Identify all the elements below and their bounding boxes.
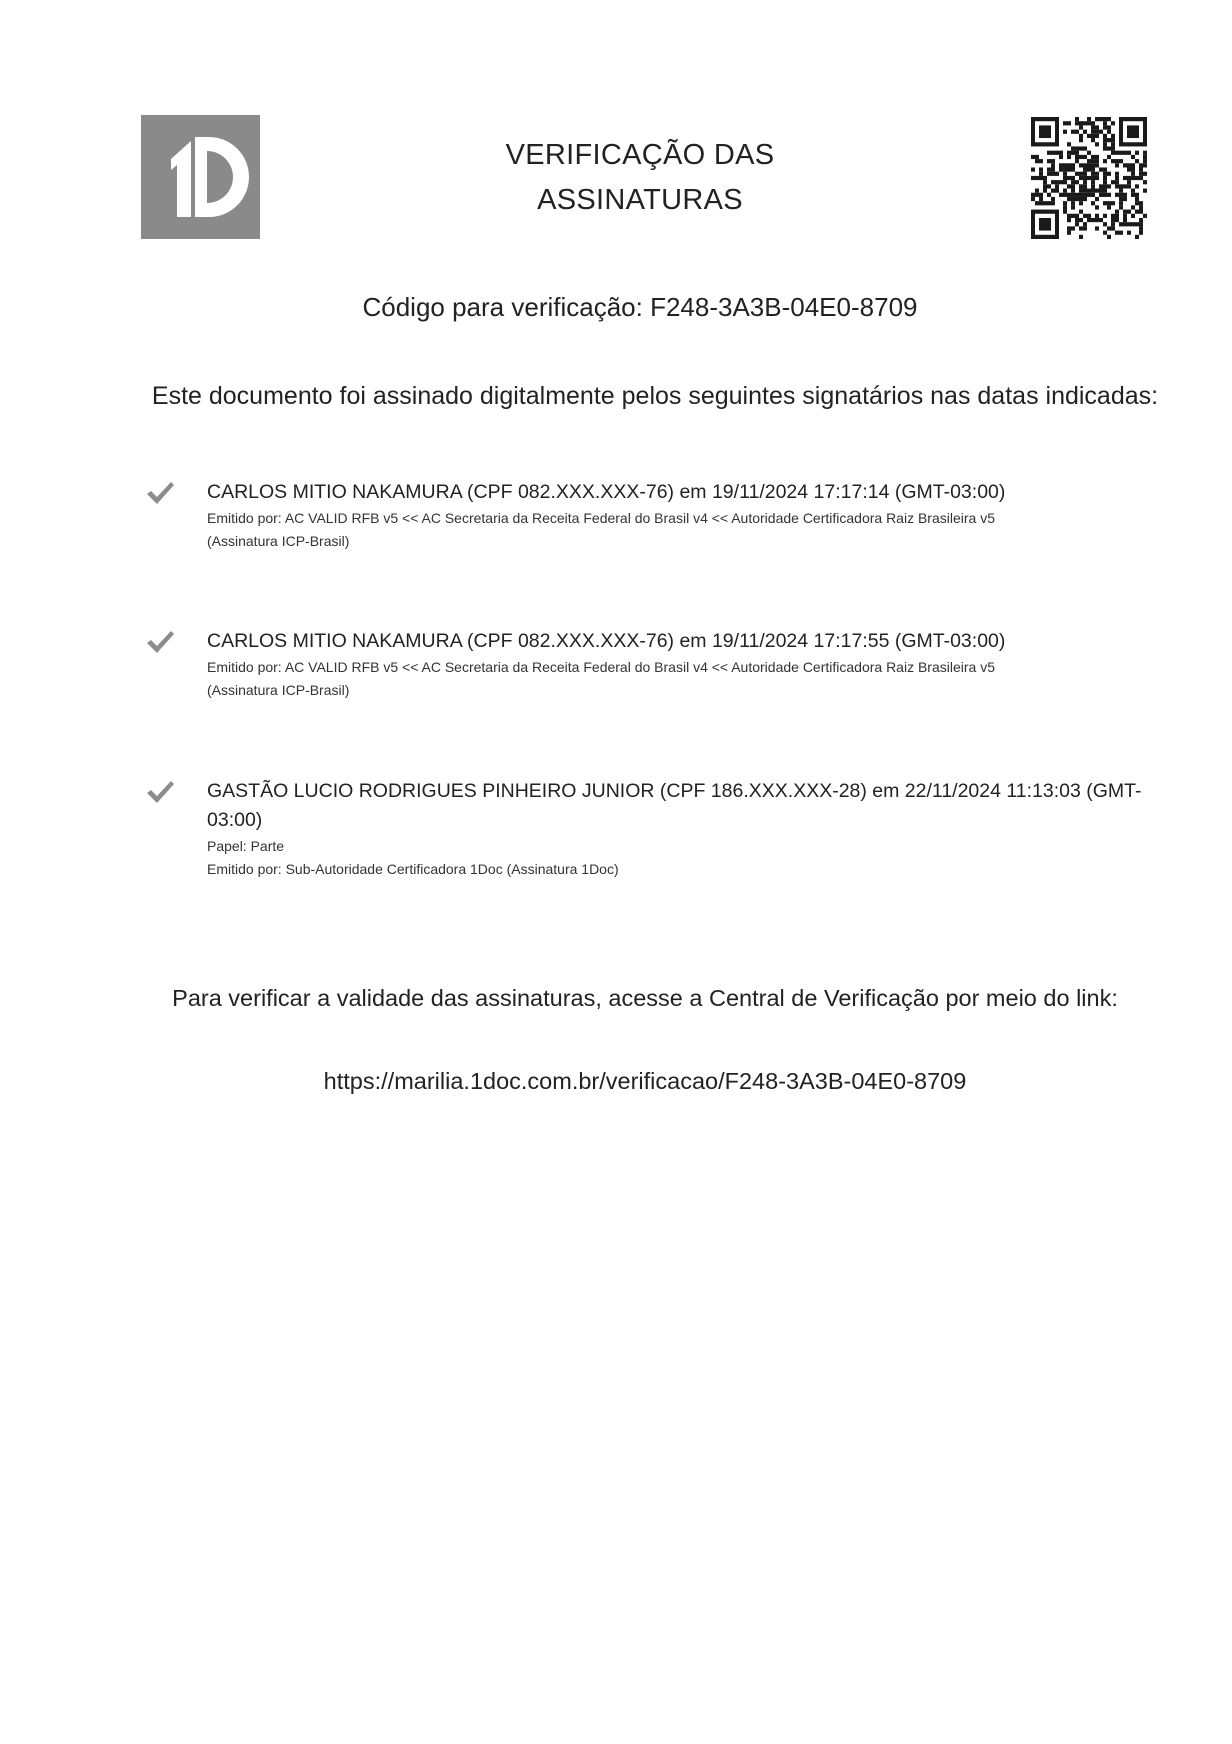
verification-code: Código para verificação: F248-3A3B-04E0-8709 [362,292,918,322]
signer-signature-type: (Assinatura ICP-Brasil) [207,682,350,698]
page-title [390,133,890,223]
signer-issuer: Emitido por: AC VALID RFB v5 << AC Secretaria da Receita Federal do Brasil v4 << Autoridade Certificadora Raiz Brasileira v5 [207,510,995,526]
signer-issuer: Emitido por: Sub-Autoridade Certificadora 1Doc (Assinatura 1Doc) [207,861,619,877]
signer-name-date: GASTÃO LUCIO RODRIGUES PINHEIRO JUNIOR (CPF 186.XXX.XXX-28) em 22/11/2024 11:13:03 (GMT-03:00) [207,780,1142,831]
qr-code-icon [1031,117,1147,239]
check-icon [145,480,175,506]
title-line-2: ASSINATURAS [537,184,743,216]
1doc-logo-icon [141,115,260,239]
intro-text: Este documento foi assinado digitalmente pelos seguintes signatários nas datas indicadas: [151,382,1159,410]
signer-role: Papel: Parte [207,838,285,854]
signer-name-date: CARLOS MITIO NAKAMURA (CPF 082.XXX.XXX-76) em 19/11/2024 17:17:55 (GMT-03:00) [207,630,1006,652]
signer-name-date: CARLOS MITIO NAKAMURA (CPF 082.XXX.XXX-76) em 19/11/2024 17:17:14 (GMT-03:00) [207,481,1006,503]
signer-issuer: Emitido por: AC VALID RFB v5 << AC Secretaria da Receita Federal do Brasil v4 << Autoridade Certificadora Raiz Brasileira v5 [207,659,995,675]
signer-signature-type: (Assinatura ICP-Brasil) [207,533,350,549]
title-line-1: VERIFICAÇÃO DAS [505,139,775,171]
verify-instructions: Para verificar a validade das assinaturas, acesse a Central de Verificação por meio do link: [172,985,1118,1011]
check-icon [145,629,175,655]
check-icon [145,779,175,805]
verification-link[interactable]: https://marilia.1doc.com.br/verificacao/F248-3A3B-04E0-8709 [323,1068,967,1094]
